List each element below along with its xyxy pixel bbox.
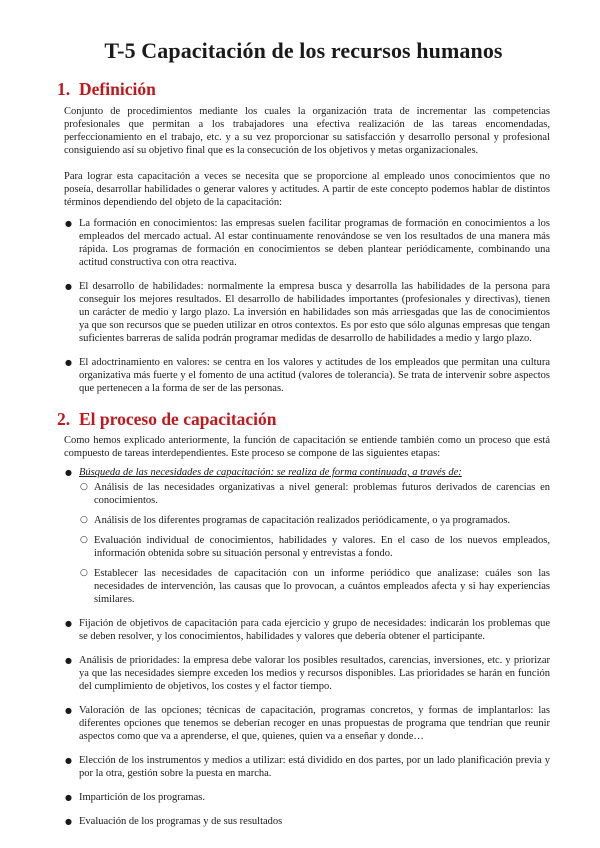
page-title: T-5 Capacitación de los recursos humanos xyxy=(104,38,503,63)
bullet-list xyxy=(64,466,550,828)
list-item: ● Valoración de las opciones; técnicas de capacitación, programas concretos, y formas de implantarlos: las diferentes opciones que tenemos se deberían recoger en unas propuestas de programa que tendrían que reunir aspectos como que va a aprenderse, el que, quienes, quien va a enseñar y donde… xyxy=(64,704,550,743)
sub-list xyxy=(79,481,550,606)
section-heading-definicion xyxy=(57,78,550,100)
section-title: Definición xyxy=(79,79,156,99)
list-item: ● La formación en conocimientos: las empresas suelen facilitar programas de formación en conocimientos a los empleados del mercado actual. Al estar continuamente renovándose se ven los resultados de una manera más rápida. Los programas de formación en conocimientos se deben plantear periódicamente, combinando una actitud constructiva con otra reactiva. xyxy=(64,217,550,269)
list-item: ● Elección de los instrumentos y medios a utilizar: está dividido en dos partes, por un lado planificación previa y por la otra, gestión sobre la puesta en marcha. xyxy=(64,754,550,780)
list-item-text: ● Búsqueda de las necesidades de capacitación: se realiza de forma continuada, a través de: xyxy=(79,467,462,478)
list-item: ● El desarrollo de habilidades: normalmente la empresa busca y desarrolla las habilidades de la persona para conseguir los mejores resultados. El desarrollo de habilidades importantes (profesionales y directivas), tienen un carácter de medio y largo plazo. La inversión en habilidades son más arriesgadas que las de conocimientos ya que son recursos que se pueden utilizar en otros contextos. Es por esto que sólo algunas empresas que tengan suficientes barreras de salida podrán programar medidas de desarrollo de habilidades a medio y largo plazo. xyxy=(64,280,550,345)
sub-list-item: ○ Análisis de los diferentes programas de capacitación realizados periódicamente, o ya programados. xyxy=(79,514,550,527)
list-item: ● Análisis de prioridades: la empresa debe valorar los posibles resultados, carencias, inversiones, etc. y priorizar ya que las necesidades siempre exceden los medios y recursos disponibles. Las prioridades se harán en función del cumplimiento de objetivos, los costes y el factor tiempo. xyxy=(64,654,550,693)
section-heading-proceso xyxy=(57,408,550,430)
list-item: ● Fijación de objetivos de capacitación para cada ejercicio y grupo de necesidades: indicarán los problemas que se deben resolver, y los conocimientos, habilidades y valores que debería obtener el participante. xyxy=(64,617,550,643)
paragraph: Conjunto de procedimientos mediante los cuales la organización trata de incrementar las competencias profesionales que permitan a los trabajadores una efectiva realización de las tareas encomendadas, perfeccionamiento en el trabajo, etc. y a su vez proporcionar su satisfacción y desarrollo personal y profesional consiguiendo así su objetivo final que es la consecución de los objetivos y metas organizacionales. xyxy=(64,106,550,156)
section-number: 2. xyxy=(57,409,71,429)
sub-list-item: ○ Evaluación individual de conocimientos, habilidades y valores. En el caso de los nuevos empleados, información obtenida sobre su situación personal y entrevistas a fondo. xyxy=(79,534,550,560)
section-body-definicion xyxy=(57,105,550,395)
bullet-list xyxy=(64,217,550,395)
section-title: El proceso de capacitación xyxy=(79,409,277,429)
section-body-proceso xyxy=(57,434,550,828)
list-item: ● Impartición de los programas. xyxy=(64,791,550,804)
sub-list-item: ○ Establecer las necesidades de capacitación con un informe periódico que analizase: cuáles son las necesidades de intervención, las causas que lo provocan, a cuántos empleados afecta y si hay experiencias similares. xyxy=(79,567,550,606)
paragraph: Como hemos explicado anteriormente, la función de capacitación se entiende también como un proceso que está compuesto de tareas interdependientes. Este proceso se compone de las siguientes etapas: xyxy=(64,435,550,459)
list-item: ● El adoctrinamiento en valores: se centra en los valores y actitudes de los empleados que permitan una cultura organizativa más fuerte y el fomento de una actitud (valores de tolerancia). Se trata de intervenir sobre aspectos que pertenecen a la forma de ser de las personas. xyxy=(64,356,550,395)
paragraph: Para lograr esta capacitación a veces se necesita que se proporcione al empleado unos conocimientos que no poseía, desarrollar habilidades o generar valores y actitudes. A partir de este concepto podemos hablar de distintos términos dependiendo del objeto de la capacitación: xyxy=(64,171,550,208)
section-number: 1. xyxy=(57,79,71,99)
list-item: ● Evaluación de los programas y de sus resultados xyxy=(64,815,550,828)
list-item xyxy=(64,466,550,606)
sub-list-item: ○ Análisis de las necesidades organizativas a nivel general: problemas futuros derivados de carencias en conocimientos. xyxy=(79,481,550,507)
